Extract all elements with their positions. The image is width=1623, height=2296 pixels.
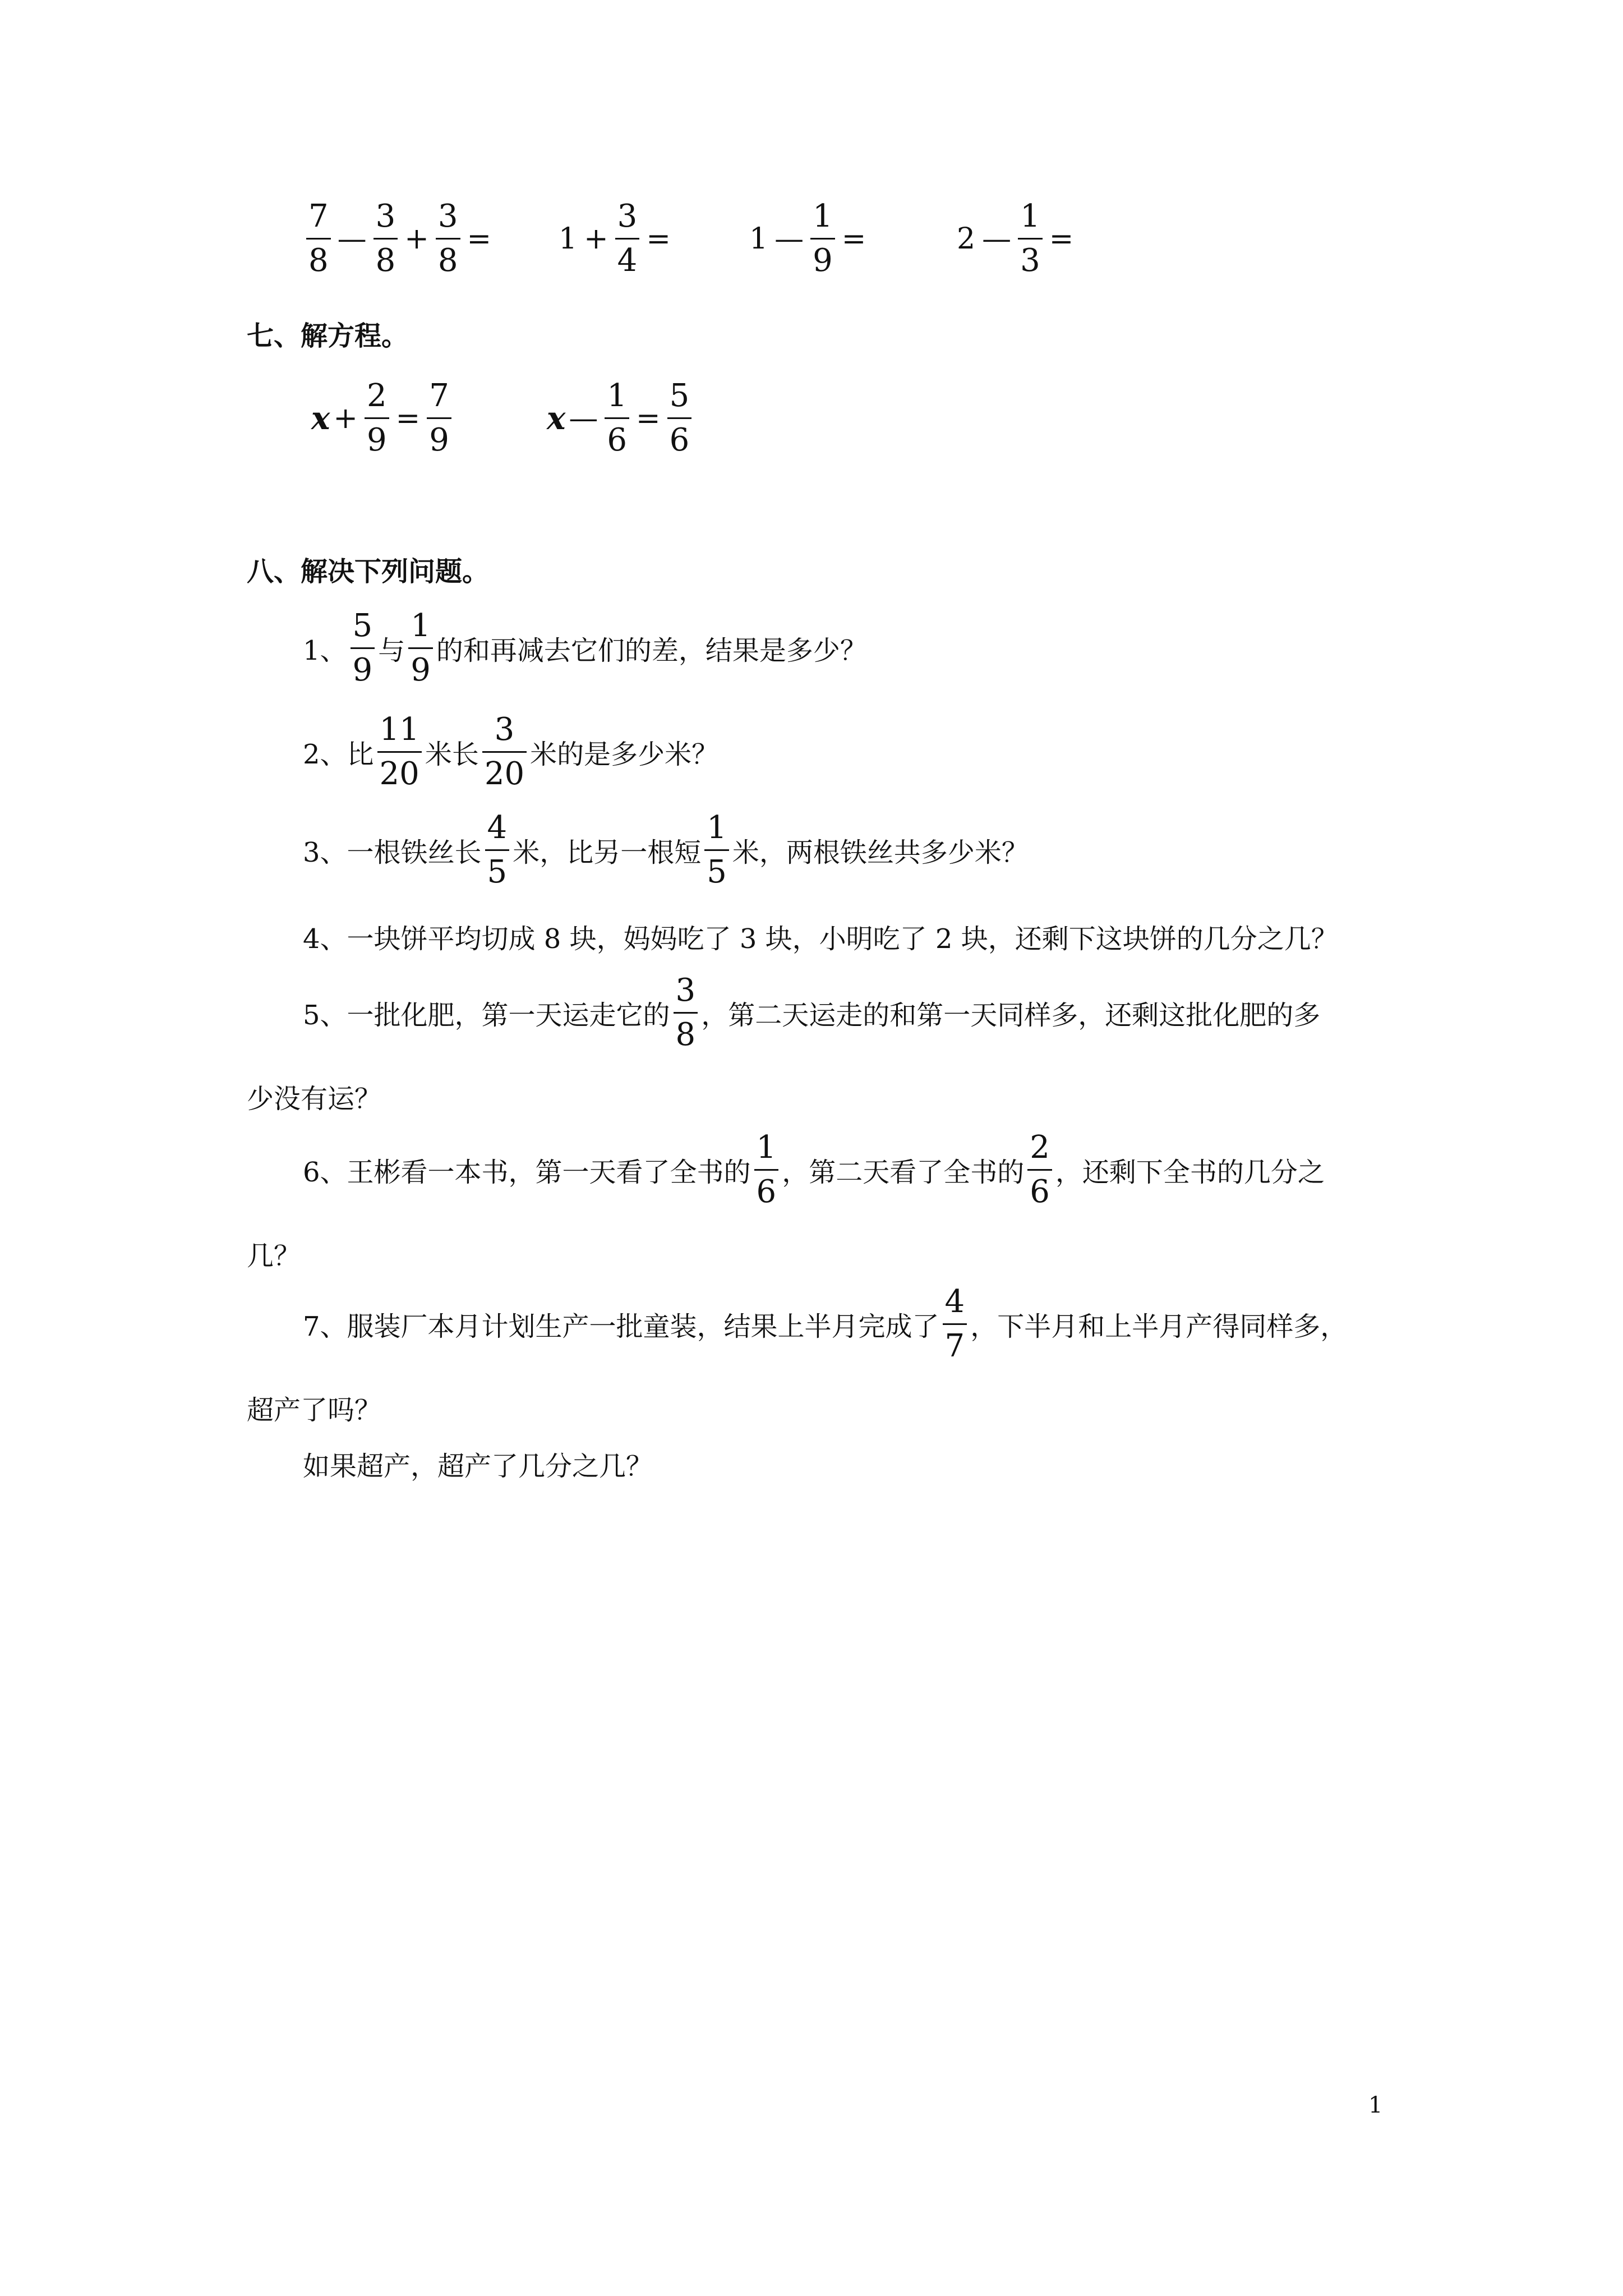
problem-7-continuation: 超产了吗？ bbox=[247, 1395, 382, 1426]
arithmetic-expr-4 bbox=[953, 196, 1077, 281]
problem-7 bbox=[303, 1282, 1347, 1366]
numerator: 3 bbox=[375, 198, 396, 234]
numerator: 11 bbox=[379, 711, 419, 748]
fraction bbox=[306, 196, 331, 281]
fraction bbox=[374, 196, 398, 281]
problem-text: 米长 bbox=[425, 739, 479, 770]
denominator: 9 bbox=[352, 652, 373, 688]
fraction bbox=[1018, 196, 1043, 281]
denominator: 6 bbox=[669, 422, 690, 458]
problem-text: 米的是多少米？ bbox=[530, 739, 719, 770]
denominator: 5 bbox=[487, 854, 508, 890]
problem-text: 6、王彬看一本书，第一天看了全书的 bbox=[303, 1157, 751, 1188]
problem-text: ，第二天运走的和第一天同样多，还剩这批化肥的多 bbox=[701, 1000, 1321, 1031]
numerator: 5 bbox=[352, 608, 373, 644]
problem-6 bbox=[303, 1128, 1325, 1212]
equals-sign: = bbox=[636, 401, 661, 435]
problem-text: ，第二天看了全书的 bbox=[782, 1157, 1025, 1188]
fraction bbox=[605, 376, 629, 461]
fraction bbox=[704, 808, 729, 892]
whole-number: 2 bbox=[957, 222, 976, 256]
problem-1 bbox=[303, 606, 867, 691]
fraction bbox=[482, 710, 527, 794]
equation-1 bbox=[311, 376, 455, 461]
fraction bbox=[377, 710, 422, 794]
operator: + bbox=[333, 401, 358, 435]
denominator: 4 bbox=[617, 242, 638, 279]
numerator: 1 bbox=[1020, 198, 1040, 234]
problem-text: 2、比 bbox=[303, 739, 374, 770]
equals-sign: = bbox=[1049, 222, 1074, 256]
problem-text: 1、 bbox=[303, 635, 347, 666]
problem-3 bbox=[303, 808, 1029, 892]
denominator: 9 bbox=[411, 652, 431, 688]
whole-number: 1 bbox=[559, 222, 578, 256]
problem-2 bbox=[303, 710, 718, 794]
problem-5-continuation: 少没有运？ bbox=[247, 1083, 382, 1115]
denominator: 6 bbox=[1030, 1174, 1050, 1210]
problem-text: 的和再减去它们的差，结果是多少？ bbox=[436, 635, 867, 666]
denominator: 20 bbox=[484, 756, 525, 792]
numerator: 7 bbox=[308, 198, 329, 234]
numerator: 5 bbox=[669, 378, 690, 414]
problem-5 bbox=[303, 970, 1320, 1055]
numerator: 4 bbox=[487, 809, 508, 846]
fraction bbox=[351, 606, 375, 691]
denominator: 20 bbox=[379, 756, 419, 792]
numerator: 1 bbox=[813, 198, 833, 234]
arithmetic-expr-3 bbox=[746, 196, 869, 281]
fraction bbox=[667, 376, 692, 461]
numerator: 7 bbox=[429, 378, 449, 414]
fraction bbox=[1027, 1128, 1052, 1212]
operator: — bbox=[569, 401, 598, 435]
denominator: 9 bbox=[429, 422, 449, 458]
equals-sign: = bbox=[646, 222, 671, 256]
problem-6-continuation: 几？ bbox=[247, 1240, 301, 1272]
problem-text: 7、服装厂本月计划生产一批童装，结果上半月完成了 bbox=[303, 1311, 939, 1342]
problem-text: 与 bbox=[378, 635, 405, 666]
problem-text: 5、一批化肥，第一天运走它的 bbox=[303, 1000, 670, 1031]
problem-text: 3、一根铁丝长 bbox=[303, 837, 482, 868]
denominator: 8 bbox=[437, 242, 458, 279]
equation-2 bbox=[547, 376, 695, 461]
fraction bbox=[436, 196, 460, 281]
numerator: 3 bbox=[437, 198, 458, 234]
numerator: 1 bbox=[607, 378, 628, 414]
fraction bbox=[615, 196, 640, 281]
denominator: 9 bbox=[366, 422, 387, 458]
numerator: 1 bbox=[707, 809, 727, 846]
numerator: 2 bbox=[366, 378, 387, 414]
problem-text: 米，两根铁丝共多少米？ bbox=[732, 837, 1029, 868]
operator: — bbox=[774, 222, 804, 256]
fraction bbox=[810, 196, 835, 281]
problem-text: ，下半月和上半月产得同样多， bbox=[970, 1311, 1348, 1342]
fraction bbox=[754, 1128, 779, 1212]
denominator: 8 bbox=[308, 242, 329, 279]
whole-number: 1 bbox=[749, 222, 768, 256]
section-heading-word-problems: 八、解决下列问题。 bbox=[247, 556, 490, 587]
equals-sign: = bbox=[841, 222, 866, 256]
numerator: 3 bbox=[494, 711, 515, 748]
denominator: 5 bbox=[707, 854, 727, 890]
operator: — bbox=[337, 222, 367, 256]
page-number: 1 bbox=[1368, 2092, 1383, 2118]
fraction bbox=[427, 376, 451, 461]
arithmetic-expr-2 bbox=[555, 196, 674, 281]
numerator: 4 bbox=[944, 1283, 965, 1320]
numerator: 3 bbox=[617, 198, 638, 234]
section-heading-equations: 七、解方程。 bbox=[247, 320, 409, 352]
fraction bbox=[943, 1282, 967, 1366]
operator: + bbox=[584, 222, 608, 256]
denominator: 7 bbox=[944, 1328, 965, 1364]
denominator: 8 bbox=[675, 1016, 696, 1053]
variable: x bbox=[311, 399, 330, 437]
problem-7-followup: 如果超产，超产了几分之几？ bbox=[303, 1451, 653, 1482]
problem-text: ，还剩下全书的几分之 bbox=[1055, 1157, 1325, 1188]
problem-4: 4、一块饼平均切成 8 块，妈妈吃了 3 块，小明吃了 2 块，还剩下这块饼的几分之几？ bbox=[303, 923, 1338, 955]
operator: + bbox=[404, 222, 429, 256]
denominator: 6 bbox=[607, 422, 628, 458]
fraction bbox=[365, 376, 389, 461]
fraction bbox=[674, 970, 698, 1055]
fraction bbox=[408, 606, 433, 691]
numerator: 2 bbox=[1030, 1129, 1050, 1166]
denominator: 3 bbox=[1020, 242, 1040, 279]
equals-sign: = bbox=[467, 222, 492, 256]
variable: x bbox=[547, 399, 566, 437]
numerator: 1 bbox=[756, 1129, 777, 1166]
problem-text: 米，比另一根短 bbox=[513, 837, 702, 868]
operator: — bbox=[982, 222, 1012, 256]
numerator: 1 bbox=[411, 608, 431, 644]
numerator: 3 bbox=[675, 972, 696, 1009]
arithmetic-expr-1 bbox=[303, 196, 495, 281]
fraction bbox=[485, 808, 510, 892]
denominator: 8 bbox=[375, 242, 396, 279]
denominator: 6 bbox=[756, 1174, 777, 1210]
denominator: 9 bbox=[813, 242, 833, 279]
equals-sign: = bbox=[395, 401, 421, 435]
